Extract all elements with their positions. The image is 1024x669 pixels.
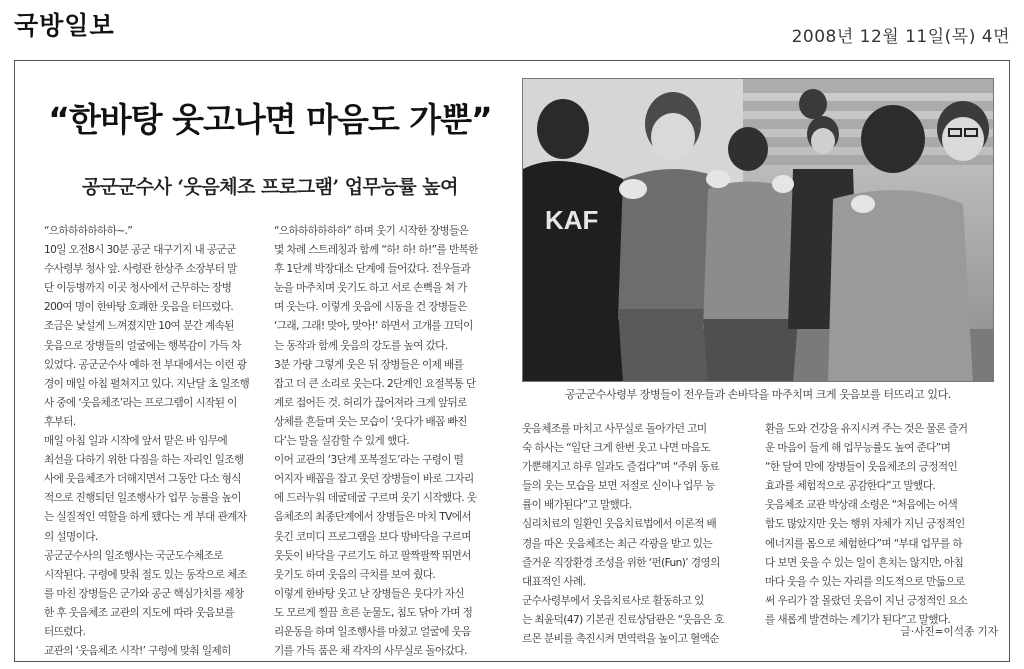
article-text-line: 후부터. (44, 415, 76, 428)
article-text-line: 다 보면 웃을 수 있는 일이 흔치는 않지만, 아침 (765, 556, 964, 569)
article-text-line: 숙 하사는 “일단 크게 한번 웃고 나면 마음도 (522, 442, 711, 455)
photo-caption: 공군군수사령부 장병들이 전우들과 손바닥을 마주치며 크게 웃음보를 터뜨리고 있다. (565, 388, 951, 401)
article-text-line: 공군군수사의 일조행사는 국군도수체조로 (44, 549, 223, 562)
article-text-line: 음체조의 최종단계에서 장병들은 마치 TV에서 (274, 511, 471, 524)
article-column-1 (44, 222, 264, 661)
article-text-line: 있었다. 공군군수사 예하 전 부대에서는 이런 광 (44, 358, 247, 371)
article-text-line: 어지자 배꼽을 잡고 웃던 장병들이 바로 그자리 (274, 473, 474, 486)
article-text-line: 즐거운 직장환경 조성을 위한 ‘펀(Fun)’ 경영의 (522, 556, 720, 569)
article-text-line: 후 1단계 박장대소 단계에 들어갔다. 전우들과 (274, 263, 471, 276)
article-text-line: ‘그래, 그래! 맞아, 맞아!’ 하면서 고개를 끄덕이 (274, 320, 473, 333)
article-text-line: 는 동작과 함께 웃음의 강도를 높여 갔다. (274, 339, 448, 352)
kaf-jacket-text: KAF (545, 205, 599, 235)
article-text-line: 르몬 분비를 촉진시켜 면역력을 높이고 혈액순 (522, 633, 719, 646)
article-text-line: 3분 가량 그렇게 웃은 뒤 장병들은 이제 배를 (274, 358, 464, 371)
article-text-line: 웃듯이 바닥을 구르기도 하고 팔짝팔짝 뛰면서 (274, 549, 471, 562)
article-text-line: 이렇게 한바탕 웃고 난 장병들은 웃다가 자신 (274, 587, 465, 600)
article-text-line: 눈을 마주치며 웃기도 하고 서로 손뼉을 쳐 가 (274, 282, 467, 295)
article-text-line: 웃기도 하며 웃음의 극치를 보여 줬다. (274, 568, 436, 581)
article-text-line: 웃음으로 장병들의 얼굴에는 행복감이 가득 차 (44, 339, 241, 352)
article-text-line: 사에 웃음체조가 더해지면서 그동안 다소 형식 (44, 473, 241, 486)
article-text-line: 효과를 체험적으로 공감한다”고 말했다. (765, 480, 936, 493)
article-text-line: 에너지를 몸으로 체험한다”며 “부대 업무를 하 (765, 537, 963, 550)
article-byline: 글·사진=이석종 기자 (900, 626, 998, 638)
article-text-line: 계로 접어든 것. 허리가 끊어져라 크게 앞뒤로 (274, 396, 467, 409)
article-text-line: 적으로 진행되던 일조행사가 업무 능률을 높이 (44, 492, 241, 505)
article-text-line: 률이 배가된다”고 말했다. (522, 499, 632, 512)
soldiers-clapping-photo-image (523, 79, 994, 382)
article-column-2 (274, 222, 502, 661)
newspaper-masthead: 국방일보 (14, 11, 115, 40)
article-text-line: “으하하하하하하~.” (44, 225, 133, 237)
article-text-line: 리운동을 하며 일조행사를 마쳤고 얼굴에 웃음 (274, 625, 471, 638)
article-headline: “한바탕 웃고나면 마음도 가뿐” (48, 100, 492, 139)
article-text-line: 상체를 흔들며 웃는 모습이 ‘웃다가 배꼽 빠진 (274, 415, 467, 428)
article-text-line: 시작된다. 구령에 맞춰 절도 있는 동작으로 체조 (44, 568, 247, 581)
article-text-line: 기를 가득 품은 채 각자의 사무실로 돌아갔다. (274, 645, 467, 658)
article-text-line: 에 드러누워 데굴데굴 구르며 웃기 시작했다. 웃 (274, 492, 477, 505)
article-text-line: 군수사령부에서 웃음치료사로 활동하고 있 (522, 594, 704, 607)
article-text-line: 경이 매일 아침 펼쳐지고 있다. 지난달 초 일조행 (44, 377, 250, 390)
article-text-line: 몇 차례 스트레칭과 함께 “하! 하! 하!”를 반복한 (274, 244, 478, 257)
article-text-line: 단 이등병까지 이곳 청사에서 근무하는 장병 (44, 282, 232, 295)
article-text-line: 심리치료의 일환인 웃음치료법에서 이론적 배 (522, 518, 717, 531)
article-text-line: 사 중에 ‘웃음체조’라는 프로그램이 시작된 이 (44, 396, 237, 409)
issue-dateline: 2008년 12월 11일(목) 4면 (791, 27, 1010, 47)
article-subhead: 공군군수사 ‘웃음체조 프로그램’ 업무능률 높여 (82, 176, 458, 198)
article-text-line: 터뜨렸다. (44, 625, 86, 638)
article-text-line: 대표적인 사례. (522, 575, 586, 588)
article-text-line: 10일 오전8시 30분 공군 대구기지 내 공군군 (44, 244, 236, 257)
article-text-line: 들의 웃는 모습을 보면 저절로 신이나 업무 능 (522, 480, 715, 493)
article-text-line: 경을 따온 웃음체조는 최근 각광을 받고 있는 (522, 537, 713, 550)
article-text-line: 조금은 낯설게 느껴졌지만 10여 분간 계속된 (44, 320, 234, 333)
article-text-line: 를 새롭게 발견하는 계기가 된다”고 말했다. (765, 613, 951, 626)
article-text-line: “한 달여 만에 장병들이 웃음체조의 긍정적인 (765, 461, 958, 474)
article-text-line: 수사령부 청사 앞. 사령관 한상주 소장부터 말 (44, 263, 237, 276)
article-photo (522, 78, 994, 382)
article-text-line: “으하하하하하하” 하며 웃기 시작한 장병들은 (274, 225, 469, 237)
article-text-line: 써 우리가 잘 몰랐던 웃음이 지닌 긍정적인 요소 (765, 594, 968, 607)
article-text-line: 웃긴 코미디 프로그램을 보다 방바닥을 구르며 (274, 530, 471, 543)
article-column-3 (522, 420, 754, 649)
article-text-line: 웃음체조 교관 박상래 소령은 “처음에는 어색 (765, 499, 958, 512)
article-text-line: 교관의 ‘웃음체조 시작!’ 구령에 맞춰 일제히 (44, 645, 231, 658)
article-text-line: 는 최윤덕(47) 기본권 진료상담관은 “웃음은 호 (522, 613, 724, 626)
article-text-line: 는 실질적인 역할을 하게 됐다는 게 부대 관계자 (44, 511, 247, 524)
article-text-line: 며 웃는다. 이렇게 웃음에 시동을 건 장병들은 (274, 301, 467, 314)
article-text-line: 잡고 더 큰 소리로 웃는다. 2단계인 요절복통 단 (274, 377, 476, 390)
article-text-line: 환을 도와 건강을 유지시켜 주는 것은 물론 즐거 (765, 423, 968, 435)
article-text-line: 를 마친 장병들은 군가와 공군 핵심가치를 제창 (44, 587, 244, 600)
article-text-line: 매일 아침 일과 시작에 앞서 맡은 바 임무에 (44, 435, 228, 448)
article-text-line: 한 후 웃음체조 교관의 지도에 따라 웃음보를 (44, 606, 235, 619)
article-text-line: 웃음체조를 마치고 사무실로 돌아가던 고미 (522, 423, 707, 435)
article-text-line: 의 설명이다. (44, 530, 98, 543)
article-text-line: 200여 명이 한바탕 호쾌한 웃음을 터뜨렸다. (44, 301, 234, 314)
article-text-line: 이어 교관의 ‘3단계 포복절도’라는 구령이 떨 (274, 454, 464, 467)
article-text-line: 최선을 다하기 위한 다짐을 하는 자리인 일조행 (44, 454, 244, 467)
article-column-4 (765, 420, 993, 630)
article-text-line: 도 모르게 찔끔 흐른 눈물도, 침도 닦아 가며 정 (274, 606, 473, 619)
article-text-line: 마다 웃을 수 있는 자리를 의도적으로 만듦으로 (765, 575, 965, 588)
article-text-line: 운 마음이 들게 해 업무능률도 높여 준다”며 (765, 442, 951, 455)
article-text-line: 가뿐해지고 하루 일과도 즐겁다”며 “주위 동료 (522, 461, 720, 474)
article-text-line: 함도 많았지만 웃는 행위 자체가 지닌 긍정적인 (765, 518, 965, 531)
article-text-line: 다’는 말을 실감할 수 있게 했다. (274, 435, 409, 448)
